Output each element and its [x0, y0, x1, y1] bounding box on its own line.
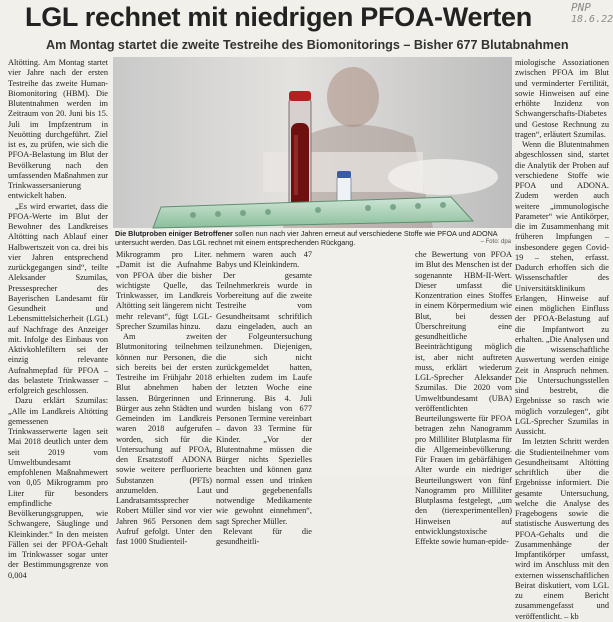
photo-credit: – Foto: dpa [480, 239, 511, 245]
paragraph: „Es wird erwartet, dass die PFOA-Werte im Blut der Bewohner des Landkreises Altötting nach Ablauf einer Halbwertszeit von ca. drei bis vier Jahren entsprechend zurückgegangen sind“, teilte Aleksander Szumilas, Pressesprecher des Bayerischen Landesamt für Gesundheit und Lebensmittelsicherheit (LGL) auf Nachfrage des Anzeiger mit. Infolge des Einbaus von Aktivkohlefiltern sei der einzig relevante Aufnahmepfad für PFOA – das belastete Trinkwasser – erfolgreich geschlossen. [8, 201, 108, 395]
paragraph: Der gesamte Teilnehmerkreis wurde in Vorbereitung auf die zweite Testreihe vom Gesundheitsamt schriftlich dazu eingeladen, auch an der Folgeuntersuchung teilzunehmen. Diejenigen, die sich nicht zurückgemeldet hatten, erhielten zudem im Laufe der letzten Woche eine Erinnerung. Bis 4. Juli wurden bislang von 677 Personen Termine vereinbart – davon 33 Termine für Kinder. „Vor der Blutentnahme müssen die Bürger nichts Spezielles beachten und können ganz normal essen und trinken und gegebenenfalls notwendige Medikamente wie gewohnt einnehmen“, sagt Sprecher Müller. [216, 270, 312, 526]
paragraph: che Bewertung von PFOA im Blut des Menschen ist der sogenannte HBM-II-Wert. Dieser umfasst die Konzentration eines Stoffes in einem Körpermedium wie Blut, bei dessen Überschreitung eine gesundheitliche Beeinträchtigung möglich ist, aber nicht auftreten muss, erklärt wiederum LGL-Sprecher Aleksander Szumilas. Die 2020 vom Umweltbundesamt (UBA) veröffentlichten Beurteilungswerte für PFOA betragen zehn Nanogramm pro Milliliter Blutplasma für die Allgemeinbevölkerung. Für Frauen im gebärfähigen Alter wurde ein niedriger Beurteilungswert von fünf Nanogramm pro Milliliter Blutplasma festgelegt, „um den (tierexperimentellen) Hinweisen auf entwicklungstoxische Effekte sowie human-epide- [415, 250, 513, 546]
article-column-4 [415, 250, 513, 546]
article-column-1 [8, 58, 108, 580]
caption-bold: Die Blutproben einiger Betroffener [115, 229, 233, 238]
stamp-date: 18.6.22 [571, 14, 613, 25]
article-column-2 [116, 250, 212, 546]
paragraph: miologische Assoziationen zwischen PFOA im Blut und verminderter Fertilität, sowie Hinweisen auf eine erhöhte Inzidenz von Schwangerschafts-Diabetes und Gestose Rechnung zu tragen“, erläutert Szumilas. [515, 58, 609, 139]
paragraph: Am zweiten Blutmonitoring teilnehmen können nur Personen, die sich bereits bei der ersten Testreihe im Frühjahr 2018 Blut abnehmen haben lassen. Bürgerinnen und Bürger aus zehn Städten und Gemeinden im Landkreis waren 2018 aufgerufen worden, sich für die Untersuchung auf PFOA, den Ersatzstoff ADONA sowie weitere perfluorierte Substanzen (PFTs) anzumelden. Laut Landratsamtssprecher Robert Müller sind vor vier Jahren 965 Personen dem Aufruf gefolgt. Unter den fast 1000 Studienteil- [116, 332, 212, 546]
article-photo [113, 57, 512, 228]
subheadline: Am Montag startet die zweite Testreihe des Biomonitorings – Bisher 677 Blutabnahmen [46, 38, 569, 52]
paragraph: Relevant für die gesundheitli- [216, 526, 312, 546]
article-column-3 [216, 250, 312, 546]
headline: LGL rechnet mit niedrigen PFOA-Werten [25, 2, 532, 32]
caption-text: sollen nun nach vier Jahren erneut auf verschiedene Stoffe wie PFOA und ADONA untersucht werden. Das LGL rechnet mit einem entsprechenden Rückgang. [115, 229, 498, 247]
article-column-5 [515, 58, 610, 621]
stamp-source: PNP [571, 1, 591, 14]
paragraph: Mikrogramm pro Liter. „Damit ist die Aufnahme von PFOA über die bisher wichtigste Quelle, das Trinkwasser, im Landkreis Altötting seit längerem nicht mehr relevant“, fügt LGL-Sprecher Szumilas hinzu. [116, 250, 212, 331]
blood-sample-illustration [113, 57, 512, 228]
paragraph: Wenn die Blutentnahmen abgeschlossen sind, startet die Analytik der Proben auf verschiedene Stoffe wie PFOA und ADONA. Zudem werden auch weitere „immunologische Parameter“ wie Antikörper, die im Zusammenhang mit früheren Impfungen – insbesondere gegen Covid-19 – stehen, erfasst. Dadurch erhoffen sich die Wissenschaftler des Universitätsklinikum Erlangen, Hinweise auf einen möglichen Einfluss der PFOA-Belastung auf die Impfantwort zu erhalten. „Die Analysen und die wissenschaftliche Auswertung werden einige Zeit in Anspruch nehmen. Die Untersuchungsstellen sind bestrebt, die Ergebnisse so rasch wie möglich vorzulegen“, gibt LGL-Sprecher Szumilas in Aussicht. [515, 140, 610, 436]
paragraph: Im letzten Schritt werden die Studienteilnehmer vom Gesundheitsamt Altötting schriftlich über die Ergebnisse informiert. Die gesamte Untersuchung, welche die Analyse des Fragebogens sowie die statistische Auswertung des PFOA-Gehalts und die Zusammenhänge der Impfantikörper umfasst, wird im Anschluss mit den externen wissenschaftlichen Beirat diskutiert, vom LGL zu einem Bericht zusammengefasst und veröffentlicht. – kb [515, 437, 609, 621]
paragraph: Dazu erklärt Szumilas: „Alle im Landkreis Altötting gemessenen Trinkwasserwerte lagen seit Mai 2018 deutlich unter dem seit 2019 vom Umweltbundesamt empfohlenen Maßnahmewert von 0,05 Mikrogramm pro Liter für besonders empfindliche Bevölkerungsgruppen, wie Schwangere, Säuglinge und Kleinkinder.“ In den meisten Fällen sei der PFOA-Gehalt im Trinkwasser sogar unter der Bestimmungsgrenze von 0,004 [8, 396, 108, 580]
paragraph: nehmern waren auch 47 Babys und Kleinkindern. [216, 250, 312, 270]
paragraph: Altötting. Am Montag startet vier Jahre nach der ersten Testreihe das zweite Human-Biomonitoring (HBM). Die Blutentnahmen werden im Zeitraum von 20. Juni bis 15. Juli im Impfzentrum in Neuötting durchgeführt. Ziel ist es, zu prüfen, wie sich die PFOA-Belastung im Blut der Bevölkerung nach den umfassenden Maßnahmen zur Trinkwassersanierung entwickelt haben. [8, 58, 108, 201]
photo-caption [115, 229, 511, 247]
date-stamp [571, 2, 613, 26]
